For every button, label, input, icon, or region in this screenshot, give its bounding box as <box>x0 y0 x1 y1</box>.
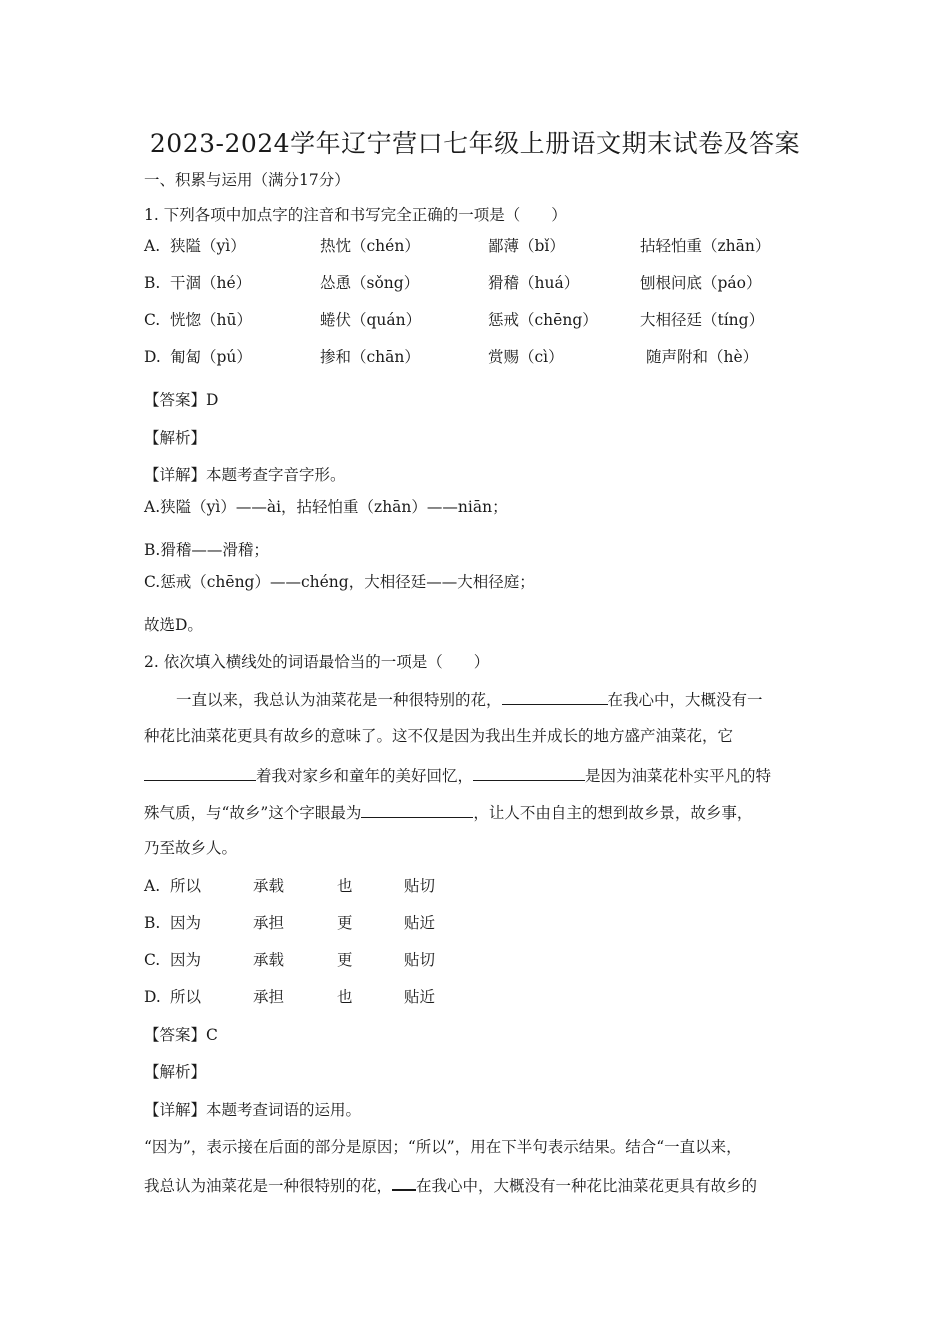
passage-line: 乃至故乡人。 <box>144 839 238 857</box>
option-item: 鄙薄（bǐ） <box>488 237 565 255</box>
analysis-label: 【解析】 <box>144 1063 207 1081</box>
passage-text: 在我心中，大概没有一 <box>607 691 763 709</box>
passage-text: 殊气质，与“故乡”这个字眼最为 <box>144 804 362 822</box>
option-item: 更 <box>337 914 353 932</box>
option-item: 怂恿（sǒng） <box>320 274 420 292</box>
page-title: 2023-2024学年辽宁营口七年级上册语文期末试卷及答案 <box>149 129 801 158</box>
passage-text: 着我对家乡和童年的美好回忆， <box>256 767 474 785</box>
option-item: 猾稽（huá） <box>488 274 580 292</box>
option-item: 蜷伏（quán） <box>320 311 422 329</box>
explanation-line <box>144 1174 757 1196</box>
fill-blank <box>392 1174 416 1191</box>
option-item: 惩戒（chēng） <box>488 311 598 329</box>
answer-label: 【答案】C <box>144 1026 218 1044</box>
explanation-text: 我总认为油菜花是一种很特别的花， <box>144 1177 393 1195</box>
option-item: 干涸（hé） <box>170 274 252 292</box>
option-item: 恍惚（hū） <box>170 311 252 329</box>
detail-text: 【详解】本题考查字音字形。 <box>144 466 346 484</box>
fill-blank <box>502 689 608 705</box>
option-item: 掺和（chān） <box>320 348 420 366</box>
explanation-line: C.惩戒（chēng）——chéng，大相径廷——大相径庭； <box>144 573 535 591</box>
option-letter: C. <box>144 951 161 969</box>
passage-line: 种花比油菜花更具有故乡的意味了。这不仅是因为我出生并成长的地方盛产油菜花，它 <box>144 727 734 745</box>
option-letter: D. <box>144 348 161 366</box>
option-item: 刨根问底（páo） <box>640 274 762 292</box>
passage-text: 一直以来，我总认为油菜花是一种很特别的花， <box>176 691 502 709</box>
passage-line <box>144 765 771 786</box>
option-item: 狭隘（yì） <box>170 237 246 255</box>
analysis-label: 【解析】 <box>144 429 207 447</box>
passage-line <box>144 802 752 823</box>
passage-text: ，让人不由自主的想到故乡景，故乡事， <box>473 804 753 822</box>
option-item: 所以 <box>170 988 202 1006</box>
option-item: 贴近 <box>404 914 436 932</box>
fill-blank <box>144 765 256 781</box>
option-item: 贴近 <box>404 988 436 1006</box>
option-item: 承载 <box>253 877 285 895</box>
explanation-line: “因为”，表示接在后面的部分是原因；“所以”，用在下半句表示结果。结合“一直以来， <box>144 1138 742 1156</box>
option-item: 随声附和（hè） <box>646 348 759 366</box>
option-letter: A. <box>144 877 161 895</box>
fill-blank <box>473 765 585 781</box>
option-item: 赏赐（cì） <box>488 348 564 366</box>
explanation-line: B.猾稽——滑稽； <box>144 541 269 559</box>
option-item: 贴切 <box>404 877 436 895</box>
section-heading: 一、积累与运用（满分17分） <box>144 171 350 189</box>
option-item: 因为 <box>170 914 202 932</box>
option-item: 因为 <box>170 951 202 969</box>
option-item: 热忱（chén） <box>320 237 420 255</box>
option-letter: B. <box>144 914 161 932</box>
option-item: 拈轻怕重（zhān） <box>640 237 771 255</box>
option-item: 匍匐（pú） <box>170 348 252 366</box>
option-item: 更 <box>337 951 353 969</box>
option-letter: A. <box>144 237 161 255</box>
answer-label: 【答案】D <box>144 391 219 409</box>
question-1-stem: 1. 下列各项中加点字的注音和书写完全正确的一项是（ ） <box>144 206 567 224</box>
option-item: 也 <box>337 877 353 895</box>
option-item: 所以 <box>170 877 202 895</box>
option-item: 也 <box>337 988 353 1006</box>
option-letter: B. <box>144 274 161 292</box>
conclusion-line: 故选D。 <box>144 616 203 634</box>
fill-blank <box>361 802 473 818</box>
option-item: 大相径廷（tíng） <box>640 311 765 329</box>
explanation-line: A.狭隘（yì）——ài，拈轻怕重（zhān）——niān； <box>144 498 508 516</box>
option-item: 贴切 <box>404 951 436 969</box>
question-2-stem: 2. 依次填入横线处的词语最恰当的一项是（ ） <box>144 653 490 671</box>
detail-text: 【详解】本题考查词语的运用。 <box>144 1101 362 1119</box>
option-letter: D. <box>144 988 161 1006</box>
option-item: 承载 <box>253 951 285 969</box>
passage-line <box>176 689 763 710</box>
option-item: 承担 <box>253 988 285 1006</box>
explanation-text: 在我心中，大概没有一种花比油菜花更具有故乡的 <box>416 1177 758 1195</box>
option-item: 承担 <box>253 914 285 932</box>
passage-text: 是因为油菜花朴实平凡的特 <box>585 767 772 785</box>
option-letter: C. <box>144 311 161 329</box>
